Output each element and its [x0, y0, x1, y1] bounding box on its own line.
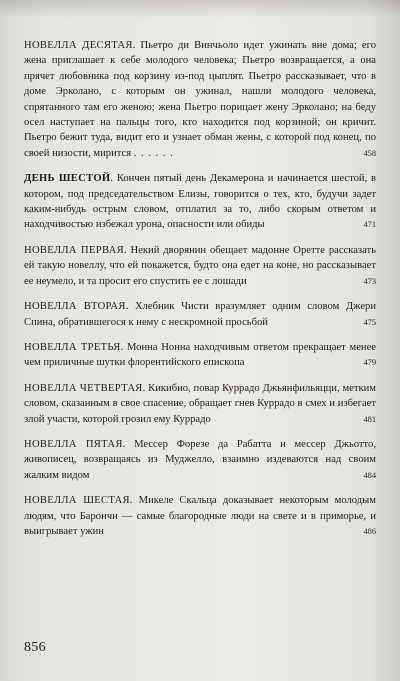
toc-entry — [24, 340, 376, 371]
page-top-shadow — [0, 0, 400, 18]
entry-text: . Мессер Форезе да Рабатта и мессер Джьотто, живописец, возвращаясь из Муджелло, взаимно издеваются над своим жалким видом — [24, 438, 376, 481]
toc-entry — [24, 299, 376, 330]
toc-entry — [24, 493, 376, 539]
entry-page-number: 475 — [363, 317, 376, 327]
leader-dots: . . . . . . — [133, 147, 174, 159]
entry-page-number: 471 — [363, 220, 376, 230]
entry-page-number: 484 — [363, 470, 376, 480]
entry-text: . Микеле Скальца доказывает некоторым молодым людям, что Барончи — самые благородные люди на свете и в приморье, и выигрывает ужин — [24, 495, 377, 537]
entry-text: . Кончен пятый день Декамерона и начинается шестой, в котором, под председательством Елизы, говорится о тех, кто, будучи задет каким-нибудь острым словом, отплатил за то, либо скорым ответом и находчивостью избежал урона, опасности или обиды — [24, 173, 376, 231]
entry-heading: НОВЕЛЛА ВТОРАЯ — [24, 301, 126, 313]
entry-heading: НОВЕЛЛА ПЕРВАЯ — [24, 244, 124, 256]
entry-text: . Кикибио, повар Куррадо Джьянфильяцци, метким словом, сказанным в свое спасение, обращает гнев Куррадо в смех и избегает злой участи, которой грозил ему Куррадо — [24, 382, 376, 425]
entry-heading: НОВЕЛЛА ПЯТАЯ — [24, 438, 123, 450]
entry-text: . Некий дворянин обещает мадонне Оретте рассказать ей такую новеллу, что ей покажется, будто она едет на коне, но рассказывает ее неумело, и та просит его спустить ее с лошади — [24, 244, 376, 287]
entry-text: . Хлебник Чисти вразумляет одним словом Джери Спина, обратившегося к нему с нескромной просьбой — [24, 301, 376, 328]
entry-page-number: 486 — [363, 526, 376, 536]
toc-entry — [24, 381, 376, 427]
entry-page-number: 479 — [363, 358, 376, 368]
entry-heading: НОВЕЛЛА ШЕСТАЯ — [24, 495, 130, 507]
entry-text: . Пьетро ди Винчьоло идет ужинать вне дома; его жена приглашает к себе молодого человека; Пьетро возвращается, а она прячет любовника под корзину из-под цыплят. Пьетро рассказывает, что в доме Эрколано, с которым он ужинал, нашли молодого человека, спрятанного там его женою; жена Пьетро порицает жену Эрколано; на беду осел наступает на пальцы того, кто находится под корзиной; он кричит. Пьетро бежит туда, видит его и узнает обман жены, с которой под конец, по своей низости, мирится — [24, 40, 377, 159]
toc-entry — [24, 171, 376, 233]
entry-page-number: 473 — [363, 276, 376, 286]
toc-entry — [24, 243, 376, 289]
entry-text: . Монна Нонна находчивым ответом прекращает менее чем приличные шутки флорентийского епископа — [24, 341, 376, 369]
entry-heading: НОВЕЛЛА ТРЕТЬЯ — [24, 341, 121, 353]
entry-heading: ДЕНЬ ШЕСТОЙ — [24, 173, 111, 185]
toc-entry — [24, 437, 376, 483]
entry-heading: НОВЕЛЛА ДЕСЯТАЯ — [24, 40, 133, 51]
folio-page-number: 856 — [24, 640, 46, 655]
toc-entry — [24, 38, 376, 161]
entry-page-number: 481 — [363, 414, 376, 424]
table-of-contents — [24, 38, 376, 539]
entry-page-number: 458 — [363, 148, 376, 158]
entry-heading: НОВЕЛЛА ЧЕТВЕРТАЯ — [24, 382, 143, 394]
